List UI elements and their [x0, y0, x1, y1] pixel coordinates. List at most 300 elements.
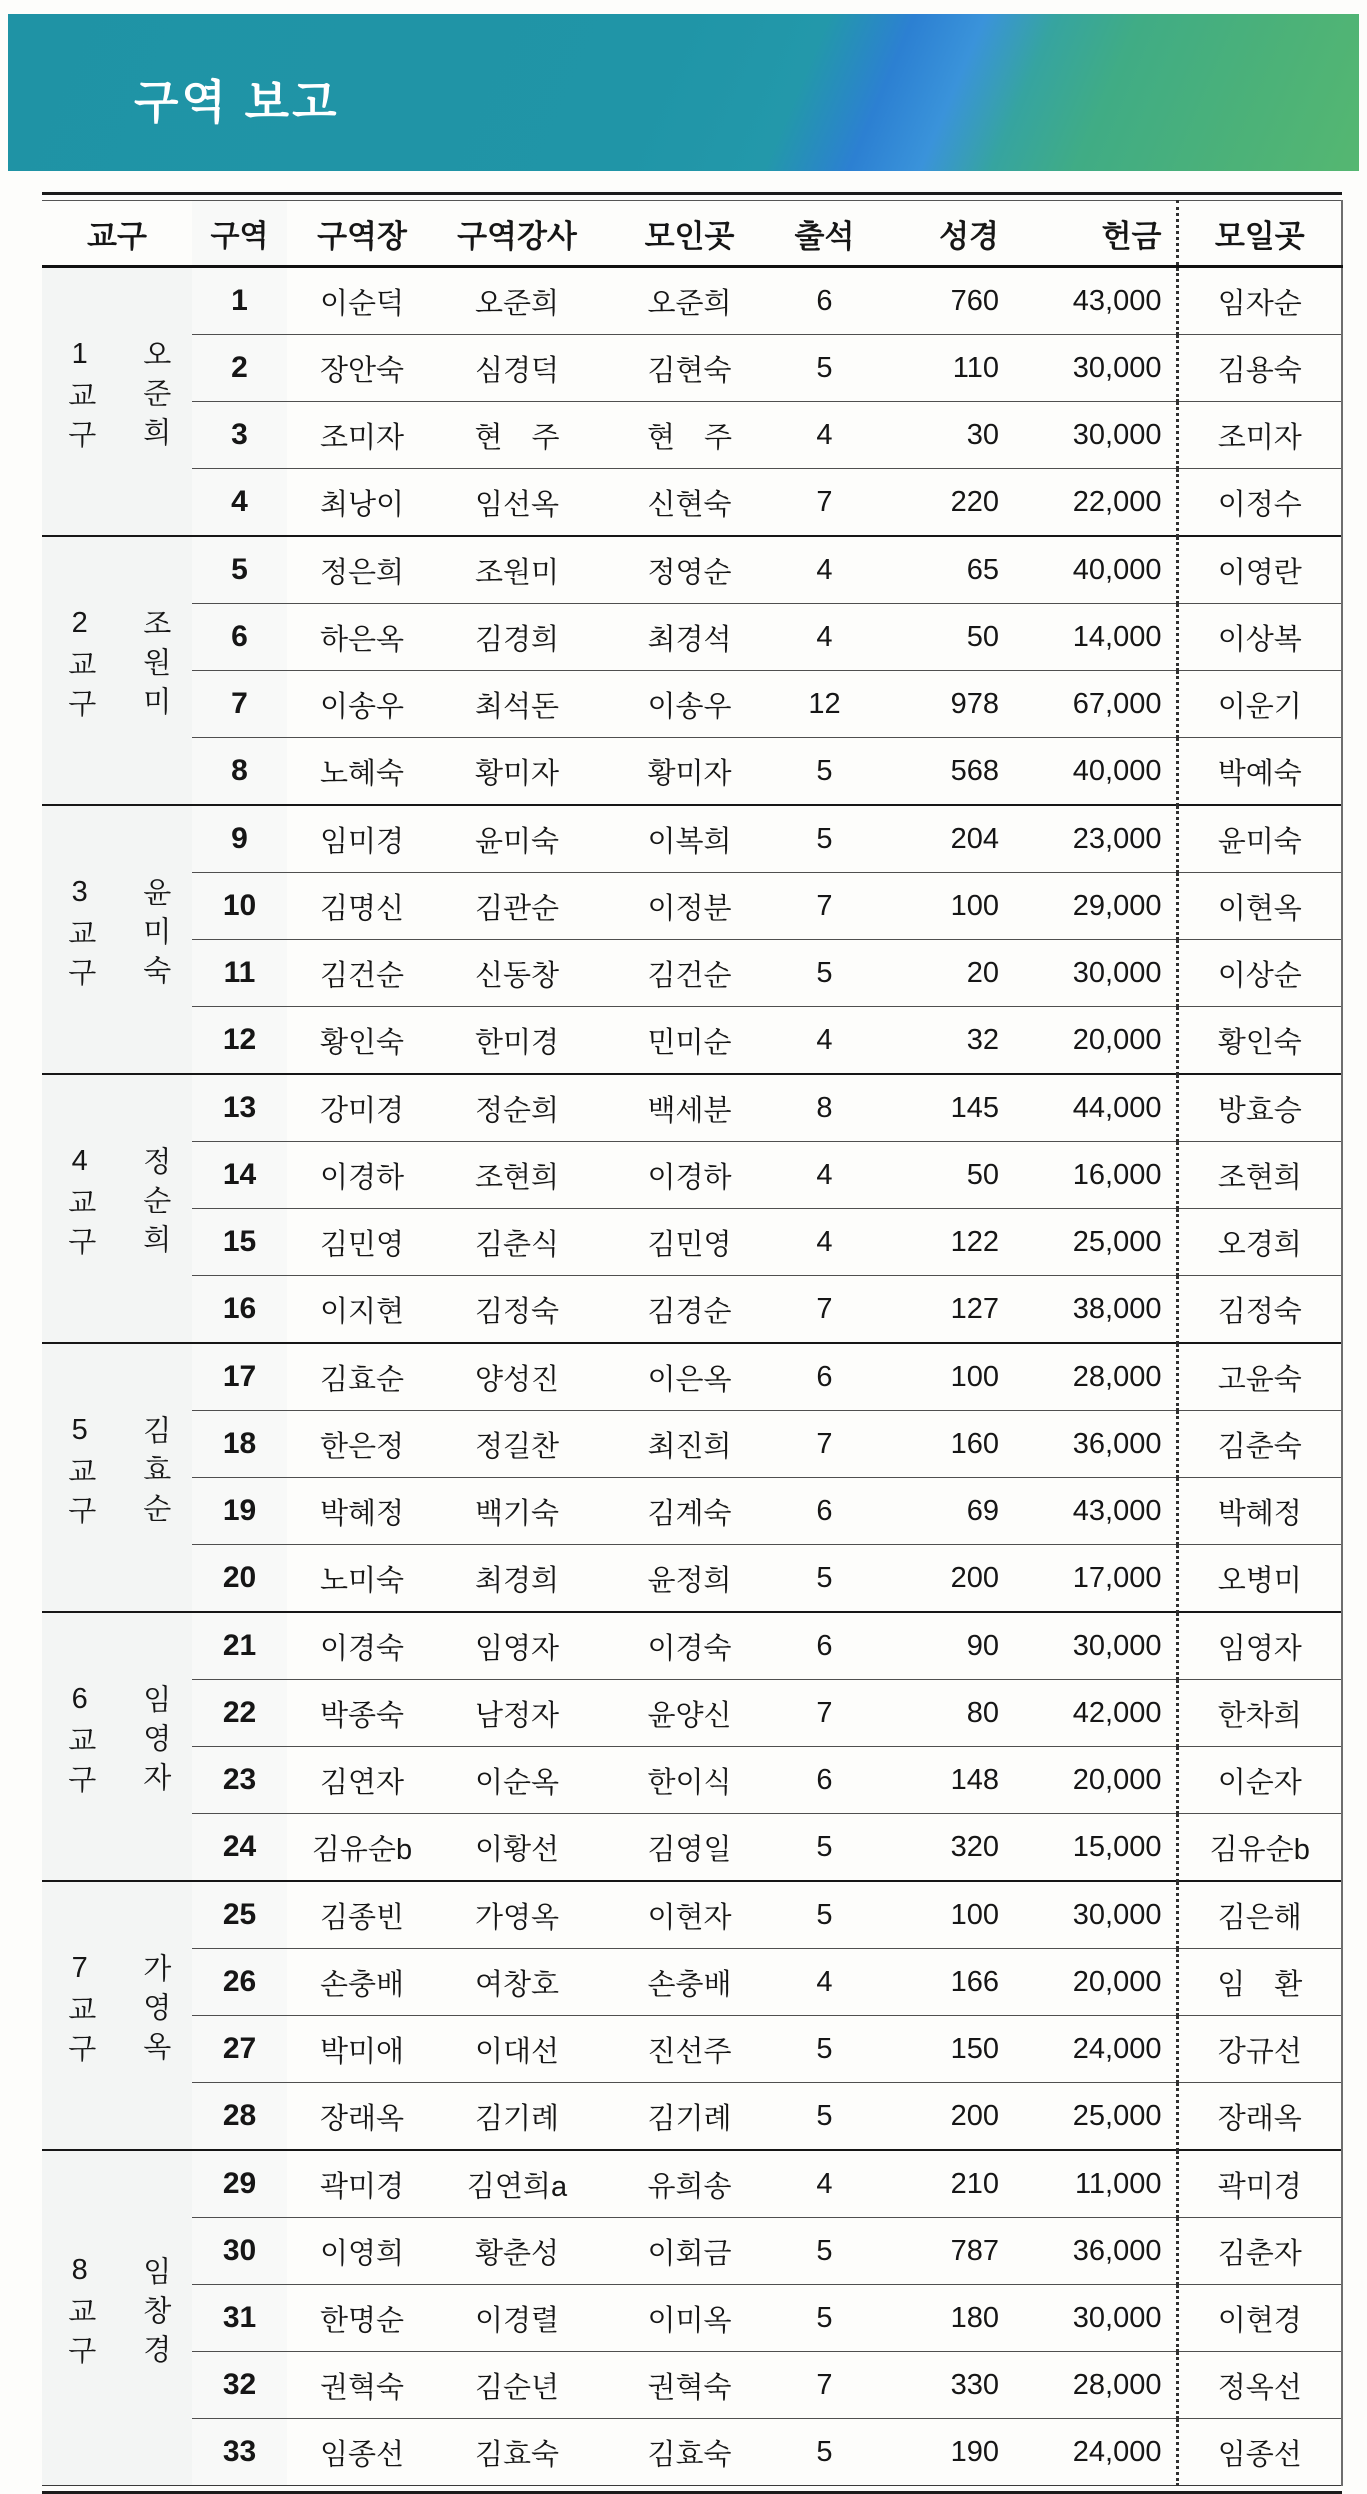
parish-number-vertical-label: 8교구 — [63, 2254, 96, 2374]
cell-bible: 150 — [867, 2016, 1017, 2083]
parish-leader-cell — [117, 1612, 192, 1881]
cell-offering: 43,000 — [1072, 284, 1162, 317]
cell-district-head: 권혁숙 — [287, 2352, 437, 2419]
cell-bible: 20 — [867, 940, 1017, 1007]
cell-offering: 22,000 — [1017, 469, 1177, 537]
cell-district-instructor: 정순희 — [437, 1074, 597, 1142]
table-row — [42, 1411, 1342, 1478]
table-row — [42, 1814, 1342, 1882]
cell-district-instructor: 오준희 — [474, 287, 560, 320]
cell-met-place: 현 주 — [597, 402, 782, 469]
cell-district-number: 16 — [192, 1276, 287, 1344]
cell-district-number: 19 — [192, 1478, 287, 1545]
parish-leader-vertical-label: 임창경 — [138, 2255, 171, 2373]
cell-met-place: 김계숙 — [597, 1478, 782, 1545]
cell-met-place: 김건순 — [597, 940, 782, 1007]
cell-next-place: 임종선 — [1177, 2419, 1342, 2486]
table-row — [42, 940, 1342, 1007]
cell-attendance: 5 — [782, 738, 867, 806]
cell-offering: 44,000 — [1017, 1074, 1177, 1142]
cell-met-place: 손충배 — [597, 1949, 782, 2016]
col-header-met-place: 모인곳 — [597, 201, 782, 267]
cell-met-place: 이송우 — [597, 671, 782, 738]
cell-next-place: 임자순 — [1177, 267, 1342, 335]
cell-met-place: 최경석 — [597, 604, 782, 671]
cell-offering: 16,000 — [1017, 1142, 1177, 1209]
cell-met-place: 윤정희 — [597, 1545, 782, 1613]
cell-district-instructor: 남정자 — [437, 1680, 597, 1747]
cell-offering: 28,000 — [1017, 1343, 1177, 1411]
cell-district-instructor: 황춘성 — [437, 2218, 597, 2285]
cell-offering: 30,000 — [1017, 2285, 1177, 2352]
cell-district-instructor: 백기숙 — [437, 1478, 597, 1545]
cell-district-number: 30 — [192, 2218, 287, 2285]
cell-bible: 145 — [867, 1074, 1017, 1142]
table-row — [42, 1343, 1342, 1411]
cell-district-number: 24 — [192, 1814, 287, 1882]
parish-number-cell — [42, 805, 117, 1074]
cell-next-place: 오병미 — [1177, 1545, 1342, 1613]
cell-next-place: 조미자 — [1177, 402, 1342, 469]
cell-next-place: 윤미숙 — [1177, 805, 1342, 873]
cell-district-head: 김명신 — [287, 873, 437, 940]
cell-met-place: 권혁숙 — [597, 2352, 782, 2419]
cell-district-instructor: 이경렬 — [437, 2285, 597, 2352]
cell-offering: 25,000 — [1017, 2083, 1177, 2151]
cell-offering: 11,000 — [1017, 2150, 1177, 2218]
cell-district-number: 15 — [192, 1209, 287, 1276]
col-header-parish: 교구 — [42, 201, 192, 267]
cell-met-place: 이현자 — [597, 1881, 782, 1949]
parish-leader-cell — [117, 1343, 192, 1612]
cell-district-number: 25 — [192, 1881, 287, 1949]
cell-district-instructor: 이황선 — [437, 1814, 597, 1882]
cell-attendance: 4 — [782, 1142, 867, 1209]
parish-number-vertical-label: 3교구 — [63, 875, 96, 996]
cell-bible: 160 — [867, 1411, 1017, 1478]
cell-offering: 38,000 — [1017, 1276, 1177, 1344]
cell-district-instructor: 양성진 — [437, 1343, 597, 1411]
cell-met-place: 신현숙 — [597, 469, 782, 537]
cell-offering: 36,000 — [1017, 2218, 1177, 2285]
cell-district-instructor: 정길찬 — [437, 1411, 597, 1478]
cell-attendance: 5 — [782, 2218, 867, 2285]
parish-leader-cell — [117, 2150, 192, 2486]
cell-district-number: 3 — [192, 402, 287, 469]
cell-district-head: 김유순b — [287, 1814, 437, 1882]
parish-leader-vertical-label: 정순희 — [138, 1146, 171, 1263]
table-row — [42, 2352, 1342, 2419]
cell-district-head: 한명순 — [287, 2285, 437, 2352]
cell-district-instructor: 최석돈 — [437, 671, 597, 738]
cell-next-place: 임영자 — [1177, 1612, 1342, 1680]
cell-next-place: 김용숙 — [1177, 335, 1342, 402]
cell-met-place: 유희송 — [597, 2150, 782, 2218]
cell-district-number: 28 — [192, 2083, 287, 2151]
cell-bible: 100 — [867, 873, 1017, 940]
cell-bible: 122 — [867, 1209, 1017, 1276]
cell-district-head: 황인숙 — [287, 1007, 437, 1075]
cell-district-head: 이지현 — [287, 1276, 437, 1344]
cell-district-instructor: 신동창 — [437, 940, 597, 1007]
cell-attendance: 5 — [782, 1545, 867, 1613]
parish-leader-vertical-label: 임영자 — [138, 1684, 171, 1801]
cell-offering: 30,000 — [1017, 940, 1177, 1007]
cell-attendance: 7 — [782, 873, 867, 940]
cell-district-number: 9 — [192, 805, 287, 873]
cell-met-place: 김기례 — [597, 2083, 782, 2151]
report-banner — [8, 14, 1359, 171]
cell-district-head: 정은희 — [287, 536, 437, 604]
cell-district-head: 이송우 — [287, 671, 437, 738]
cell-attendance: 4 — [782, 604, 867, 671]
cell-district-instructor: 조현희 — [437, 1142, 597, 1209]
cell-next-place: 김춘자 — [1177, 2218, 1342, 2285]
cell-offering: 14,000 — [1017, 604, 1177, 671]
cell-attendance: 6 — [782, 1747, 867, 1814]
cell-district-head: 강미경 — [287, 1074, 437, 1142]
cell-district-head: 이경하 — [287, 1142, 437, 1209]
cell-district-number: 29 — [192, 2150, 287, 2218]
cell-bible: 210 — [867, 2150, 1017, 2218]
cell-bible: 100 — [867, 1343, 1017, 1411]
cell-district-head: 김효순 — [287, 1343, 437, 1411]
cell-met-place: 최진희 — [597, 1411, 782, 1478]
cell-district-head: 곽미경 — [287, 2150, 437, 2218]
cell-offering: 40,000 — [1017, 536, 1177, 604]
cell-district-number: 11 — [192, 940, 287, 1007]
table-row — [42, 536, 1342, 604]
cell-district-head: 임종선 — [287, 2419, 437, 2486]
cell-district-number: 2 — [192, 335, 287, 402]
table-row — [42, 2016, 1342, 2083]
cell-next-place: 황인숙 — [1177, 1007, 1342, 1075]
cell-district-instructor: 이순옥 — [437, 1747, 597, 1814]
cell-district-number: 20 — [192, 1545, 287, 1613]
cell-bible: 204 — [867, 805, 1017, 873]
parish-leader-vertical-label: 윤미숙 — [138, 877, 171, 994]
cell-attendance: 4 — [782, 536, 867, 604]
table-row — [42, 2150, 1342, 2218]
cell-district-head: 이경숙 — [287, 1612, 437, 1680]
table-row — [42, 604, 1342, 671]
cell-district-number: 33 — [192, 2419, 287, 2486]
col-header-district: 구역 — [192, 201, 287, 267]
col-header-district-instructor: 구역강사 — [437, 201, 597, 267]
cell-bible: 200 — [867, 1545, 1017, 1613]
cell-attendance: 5 — [782, 335, 867, 402]
parish-leader-vertical-label: 오준희 — [138, 339, 171, 456]
parish-leader-vertical-label: 김효순 — [138, 1415, 171, 1532]
cell-next-place: 이정수 — [1177, 469, 1342, 537]
cell-district-number: 22 — [192, 1680, 287, 1747]
cell-attendance: 5 — [782, 2016, 867, 2083]
cell-district-instructor: 임선옥 — [437, 469, 597, 537]
cell-met-place: 민미순 — [597, 1007, 782, 1075]
cell-district-head: 노미숙 — [287, 1545, 437, 1613]
parish-leader-cell — [117, 805, 192, 1074]
header-row — [42, 201, 1342, 267]
cell-next-place: 이순자 — [1177, 1747, 1342, 1814]
cell-district-number: 17 — [192, 1343, 287, 1411]
cell-attendance: 4 — [782, 1209, 867, 1276]
parish-number-vertical-label: 7교구 — [63, 1951, 96, 2072]
cell-attendance: 4 — [782, 2150, 867, 2218]
cell-bible: 568 — [867, 738, 1017, 806]
cell-bible: 220 — [867, 469, 1017, 537]
table-row — [42, 267, 1342, 335]
cell-district-instructor: 이대선 — [437, 2016, 597, 2083]
cell-met-place: 이미옥 — [597, 2285, 782, 2352]
cell-attendance: 5 — [782, 2285, 867, 2352]
cell-bible: 90 — [867, 1612, 1017, 1680]
cell-next-place: 김은해 — [1177, 1881, 1342, 1949]
cell-attendance: 4 — [782, 402, 867, 469]
cell-offering: 36,000 — [1017, 1411, 1177, 1478]
cell-district-instructor: 김관순 — [437, 873, 597, 940]
cell-district-number: 27 — [192, 2016, 287, 2083]
cell-district-head: 손충배 — [287, 1949, 437, 2016]
cell-met-place: 백세분 — [597, 1074, 782, 1142]
table-row — [42, 1612, 1342, 1680]
cell-attendance: 5 — [782, 1814, 867, 1882]
cell-district-head: 장래옥 — [287, 2083, 437, 2151]
cell-district-head: 한은정 — [287, 1411, 437, 1478]
cell-met-place: 이회금 — [597, 2218, 782, 2285]
col-header-offering: 헌금 — [1017, 201, 1177, 267]
cell-district-number: 31 — [192, 2285, 287, 2352]
parish-number-vertical-label: 1교구 — [63, 337, 96, 458]
table-row — [42, 1747, 1342, 1814]
cell-attendance: 5 — [782, 2083, 867, 2151]
cell-district-number: 21 — [192, 1612, 287, 1680]
cell-offering: 23,000 — [1017, 805, 1177, 873]
cell-district-head: 노혜숙 — [287, 738, 437, 806]
cell-next-place: 정옥선 — [1177, 2352, 1342, 2419]
cell-met-place: 이정분 — [597, 873, 782, 940]
cell-offering: 30,000 — [1017, 402, 1177, 469]
cell-attendance: 7 — [782, 1276, 867, 1344]
table-row — [42, 1949, 1342, 2016]
cell-next-place: 김춘숙 — [1177, 1411, 1342, 1478]
cell-district-instructor: 한미경 — [437, 1007, 597, 1075]
cell-next-place: 이영란 — [1177, 536, 1342, 604]
cell-attendance: 6 — [816, 284, 833, 317]
parish-leader-vertical-label: 조원미 — [138, 608, 171, 725]
col-header-bible: 성경 — [867, 201, 1017, 267]
cell-met-place: 이경하 — [597, 1142, 782, 1209]
cell-attendance: 6 — [782, 1612, 867, 1680]
parish-leader-cell — [117, 1074, 192, 1343]
cell-district-head: 하은옥 — [287, 604, 437, 671]
cell-district-instructor: 현 주 — [437, 402, 597, 469]
cell-met-place: 이은옥 — [597, 1343, 782, 1411]
cell-offering: 20,000 — [1017, 1949, 1177, 2016]
cell-district-instructor: 김순년 — [437, 2352, 597, 2419]
parish-number-cell — [42, 2150, 117, 2486]
cell-bible: 69 — [867, 1478, 1017, 1545]
cell-bible: 760 — [950, 284, 999, 317]
cell-attendance: 7 — [782, 469, 867, 537]
cell-district-instructor: 최경희 — [437, 1545, 597, 1613]
col-header-district-head: 구역장 — [287, 201, 437, 267]
cell-attendance: 4 — [782, 1949, 867, 2016]
cell-attendance: 5 — [782, 1881, 867, 1949]
cell-next-place: 곽미경 — [1177, 2150, 1342, 2218]
cell-attendance: 7 — [782, 1411, 867, 1478]
cell-district-head: 박종숙 — [287, 1680, 437, 1747]
cell-district-instructor: 김연희a — [437, 2150, 597, 2218]
cell-district-head: 이순덕 — [319, 287, 405, 320]
cell-offering: 29,000 — [1017, 873, 1177, 940]
cell-offering: 20,000 — [1017, 1007, 1177, 1075]
cell-district-number: 1 — [192, 267, 287, 335]
cell-bible: 787 — [867, 2218, 1017, 2285]
table-row — [42, 335, 1342, 402]
cell-met-place: 정영순 — [597, 536, 782, 604]
cell-offering: 24,000 — [1017, 2419, 1177, 2486]
cell-attendance: 5 — [782, 805, 867, 873]
cell-district-number: 18 — [192, 1411, 287, 1478]
table-row — [42, 1680, 1342, 1747]
cell-bible: 320 — [867, 1814, 1017, 1882]
cell-offering: 20,000 — [1017, 1747, 1177, 1814]
cell-attendance: 12 — [782, 671, 867, 738]
parish-number-cell — [42, 1343, 117, 1612]
cell-district-number: 12 — [192, 1007, 287, 1075]
cell-bible: 180 — [867, 2285, 1017, 2352]
cell-next-place: 오경희 — [1177, 1209, 1342, 1276]
table-row — [42, 2419, 1342, 2486]
cell-next-place: 이상복 — [1177, 604, 1342, 671]
parish-number-vertical-label: 5교구 — [63, 1413, 96, 1534]
cell-district-number: 4 — [192, 469, 287, 537]
cell-bible: 30 — [867, 402, 1017, 469]
cell-offering: 30,000 — [1017, 335, 1177, 402]
district-report-table-wrap — [42, 192, 1342, 2494]
cell-bible: 330 — [867, 2352, 1017, 2419]
table-row — [42, 1142, 1342, 1209]
page-title: 구역 보고 — [134, 76, 340, 128]
cell-district-head: 김건순 — [287, 940, 437, 1007]
cell-district-head: 김민영 — [287, 1209, 437, 1276]
cell-attendance: 6 — [782, 1343, 867, 1411]
cell-district-head: 박혜정 — [287, 1478, 437, 1545]
cell-bible: 80 — [867, 1680, 1017, 1747]
cell-offering: 67,000 — [1017, 671, 1177, 738]
cell-district-instructor: 윤미숙 — [437, 805, 597, 873]
cell-bible: 200 — [867, 2083, 1017, 2151]
table-row — [42, 2285, 1342, 2352]
cell-next-place: 이현경 — [1177, 2285, 1342, 2352]
cell-met-place: 김경순 — [597, 1276, 782, 1344]
cell-district-instructor: 가영옥 — [437, 1881, 597, 1949]
cell-met-place: 김민영 — [597, 1209, 782, 1276]
cell-met-place: 이경숙 — [597, 1612, 782, 1680]
cell-offering: 42,000 — [1017, 1680, 1177, 1747]
table-row — [42, 1007, 1342, 1075]
cell-bible: 127 — [867, 1276, 1017, 1344]
cell-offering: 30,000 — [1017, 1881, 1177, 1949]
cell-bible: 50 — [867, 604, 1017, 671]
parish-number-vertical-label: 4교구 — [63, 1144, 96, 1265]
cell-district-number: 10 — [192, 873, 287, 940]
cell-met-place: 황미자 — [597, 738, 782, 806]
cell-met-place: 진선주 — [597, 2016, 782, 2083]
cell-district-instructor: 김춘식 — [437, 1209, 597, 1276]
cell-offering: 30,000 — [1017, 1612, 1177, 1680]
district-report-table — [42, 200, 1343, 2486]
parish-leader-cell — [117, 1881, 192, 2150]
cell-attendance: 6 — [782, 1478, 867, 1545]
parish-number-cell — [42, 267, 117, 537]
cell-bible: 100 — [867, 1881, 1017, 1949]
cell-next-place: 방효승 — [1177, 1074, 1342, 1142]
cell-offering: 43,000 — [1017, 1478, 1177, 1545]
cell-met-place: 윤양신 — [597, 1680, 782, 1747]
cell-bible: 166 — [867, 1949, 1017, 2016]
cell-district-instructor: 김경희 — [437, 604, 597, 671]
cell-district-instructor: 임영자 — [437, 1612, 597, 1680]
cell-offering: 25,000 — [1017, 1209, 1177, 1276]
col-header-next-place: 모일곳 — [1177, 201, 1342, 267]
cell-next-place: 이운기 — [1177, 671, 1342, 738]
parish-number-cell — [42, 1881, 117, 2150]
cell-bible: 50 — [867, 1142, 1017, 1209]
parish-number-cell — [42, 1074, 117, 1343]
cell-attendance: 8 — [782, 1074, 867, 1142]
table-row — [42, 1881, 1342, 1949]
cell-attendance: 7 — [782, 2352, 867, 2419]
cell-district-head: 박미애 — [287, 2016, 437, 2083]
cell-next-place: 김정숙 — [1177, 1276, 1342, 1344]
cell-offering: 24,000 — [1017, 2016, 1177, 2083]
cell-district-number: 14 — [192, 1142, 287, 1209]
cell-next-place: 이현옥 — [1177, 873, 1342, 940]
cell-met-place: 오준희 — [647, 287, 732, 320]
table-row — [42, 805, 1342, 873]
cell-district-number: 8 — [192, 738, 287, 806]
cell-district-instructor: 여창호 — [437, 1949, 597, 2016]
parish-leader-cell — [117, 267, 192, 537]
cell-district-instructor: 김정숙 — [437, 1276, 597, 1344]
parish-number-vertical-label: 2교구 — [63, 606, 96, 727]
cell-district-head: 김연자 — [287, 1747, 437, 1814]
cell-bible: 190 — [867, 2419, 1017, 2486]
cell-offering: 17,000 — [1017, 1545, 1177, 1613]
cell-attendance: 4 — [782, 1007, 867, 1075]
parish-number-cell — [42, 536, 117, 805]
col-header-attendance: 출석 — [782, 201, 867, 267]
cell-district-head: 김종빈 — [287, 1881, 437, 1949]
cell-district-instructor: 김효숙 — [437, 2419, 597, 2486]
cell-district-head: 장안숙 — [287, 335, 437, 402]
cell-next-place: 이상순 — [1177, 940, 1342, 1007]
cell-attendance: 5 — [782, 2419, 867, 2486]
table-row — [42, 1478, 1342, 1545]
cell-attendance: 5 — [782, 940, 867, 1007]
cell-district-head: 이영희 — [287, 2218, 437, 2285]
cell-district-number: 13 — [192, 1074, 287, 1142]
parish-leader-cell — [117, 536, 192, 805]
table-row — [42, 402, 1342, 469]
cell-district-number: 23 — [192, 1747, 287, 1814]
cell-offering: 28,000 — [1017, 2352, 1177, 2419]
cell-bible: 32 — [867, 1007, 1017, 1075]
cell-offering: 15,000 — [1017, 1814, 1177, 1882]
cell-next-place: 한차희 — [1177, 1680, 1342, 1747]
cell-met-place: 이복희 — [597, 805, 782, 873]
